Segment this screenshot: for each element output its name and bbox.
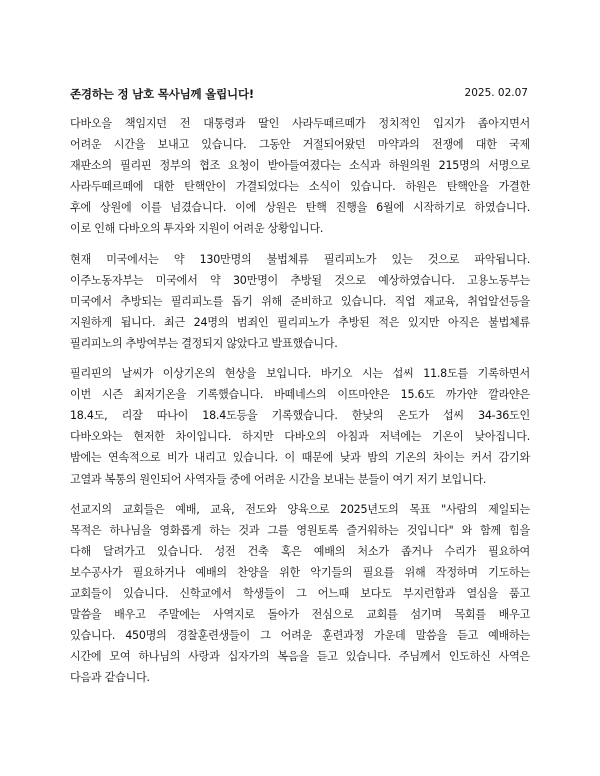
paragraph-immigration [70,249,530,354]
paragraph-line: 보수공사가 필요하거나 예배의 찬양을 위한 악기들의 필요를 위해 작정하며 기도하는 [70,565,530,579]
letter-date: 2025. 02.07 [464,87,528,99]
paragraph-line: 교회들이 있습니다. 신학교에서 학생들이 그 어느때 보다도 부지런함과 열심을 품고 [70,586,530,600]
paragraph-line: 이로 인해 다바오의 투자와 지원이 어려운 상황입니다. [70,222,324,236]
paragraph-weather [70,363,530,490]
paragraph-line: 어려운 시간을 보내고 있습니다. 그동안 거절되어왔던 마약과의 전쟁에 대한 국제 [70,138,530,152]
paragraph-line: 후에 상원에 이를 넘겼습니다. 이에 상원은 탄핵 진행을 6월에 시작하기로 하였습니다. [70,201,530,215]
paragraph-line: 지원하게 됩니다. 최근 24명의 범죄인 필리피노가 추방된 적은 있지만 아직은 불법체류 [70,315,530,329]
paragraph-line: 말씀을 배우고 주말에는 사역지로 돌아가 전심으로 교회를 섬기며 목회를 배우고 [70,608,530,622]
paragraph-line: 고열과 복통의 원인되어 사역자들 중에 어려운 시간을 보내는 분들이 여기 저기 보입니다. [70,472,487,486]
paragraph-line: 18.4도, 리잘 따나이 18.4도등을 기록했습니다. 한낮의 온도가 섭씨 34-36도인 [70,409,530,423]
paragraph-politics [70,113,530,240]
letter-header [70,86,528,106]
paragraph-line: 다음과 같습니다. [70,671,150,685]
paragraph-line: 밤에는 연속적으로 비가 내리고 있습니다. 이 때문에 낮과 밤의 기온의 차이는 커서 감기와 [70,451,530,465]
paragraph-line: 목적은 하나님을 영화롭게 하는 것과 그를 영원토록 즐거워하는 것입니다" 와 함께 힘을 [70,523,530,537]
paragraph-line: 이주노동자부는 미국에서 약 30만명이 추방될 것으로 예상하였습니다. 고용노동부는 [70,273,530,287]
paragraph-line: 다바오와는 현저한 차이입니다. 하지만 다바오의 아침과 저녁에는 기온이 낮아집니다. [70,430,530,444]
paragraph-line: 다해 달려가고 있습니다. 성전 건축 혹은 예배의 처소가 좁거나 수리가 필요하여 [70,544,530,558]
paragraph-line: 사라두떼르떼에 대한 탄핵안이 가결되었다는 소식이 있습니다. 하원은 탄핵안을 가결한 [70,180,530,194]
paragraph-line: 재판소의 필리핀 정부의 협조 요청이 받아들여졌다는 소식과 하원의원 215명의 서명으로 [70,159,530,173]
paragraph-line: 미국에서 추방되는 필리피노를 돕기 위해 준비하고 있습니다. 직업 재교육, 취업알선등을 [70,294,530,308]
paragraph-line: 다바오을 책임지던 전 대통령과 딸인 사라두떼르떼가 정치적인 입지가 좁아지면서 [70,117,530,130]
paragraph-line: 시간에 모여 하나님의 사랑과 십자가의 복음을 듣고 있습니다. 주님께서 인도하신 사역은 [70,650,530,664]
letter-body [70,113,530,697]
paragraph-line: 필리피노의 추방여부는 결정되지 않았다고 발표했습니다. [70,336,338,350]
paragraph-line: 필리핀의 날씨가 이상기온의 현상을 보입니다. 바기오 시는 섭씨 11.8도를 기록하면서 [70,367,530,381]
paragraph-line: 이번 시즌 최저기온을 기록했습니다. 바떼네스의 이뜨마얀은 15.6도 까가얀 깔라얀은 [70,388,530,402]
paragraph-churches [70,499,530,689]
paragraph-line: 있습니다. 450명의 경찰훈련생들이 그 어려운 훈련과정 가운데 말씀을 듣고 예배하는 [70,629,530,643]
paragraph-line: 선교지의 교회들은 예배, 교육, 전도와 양육으로 2025년도의 목표 "사람의 제일되는 [70,502,530,516]
paragraph-line: 현재 미국에서는 약 130만명의 불법체류 필리피노가 있는 것으로 파악됩니다. [70,252,530,266]
letter-title: 존경하는 정 남호 목사님께 올립니다! [70,87,254,101]
